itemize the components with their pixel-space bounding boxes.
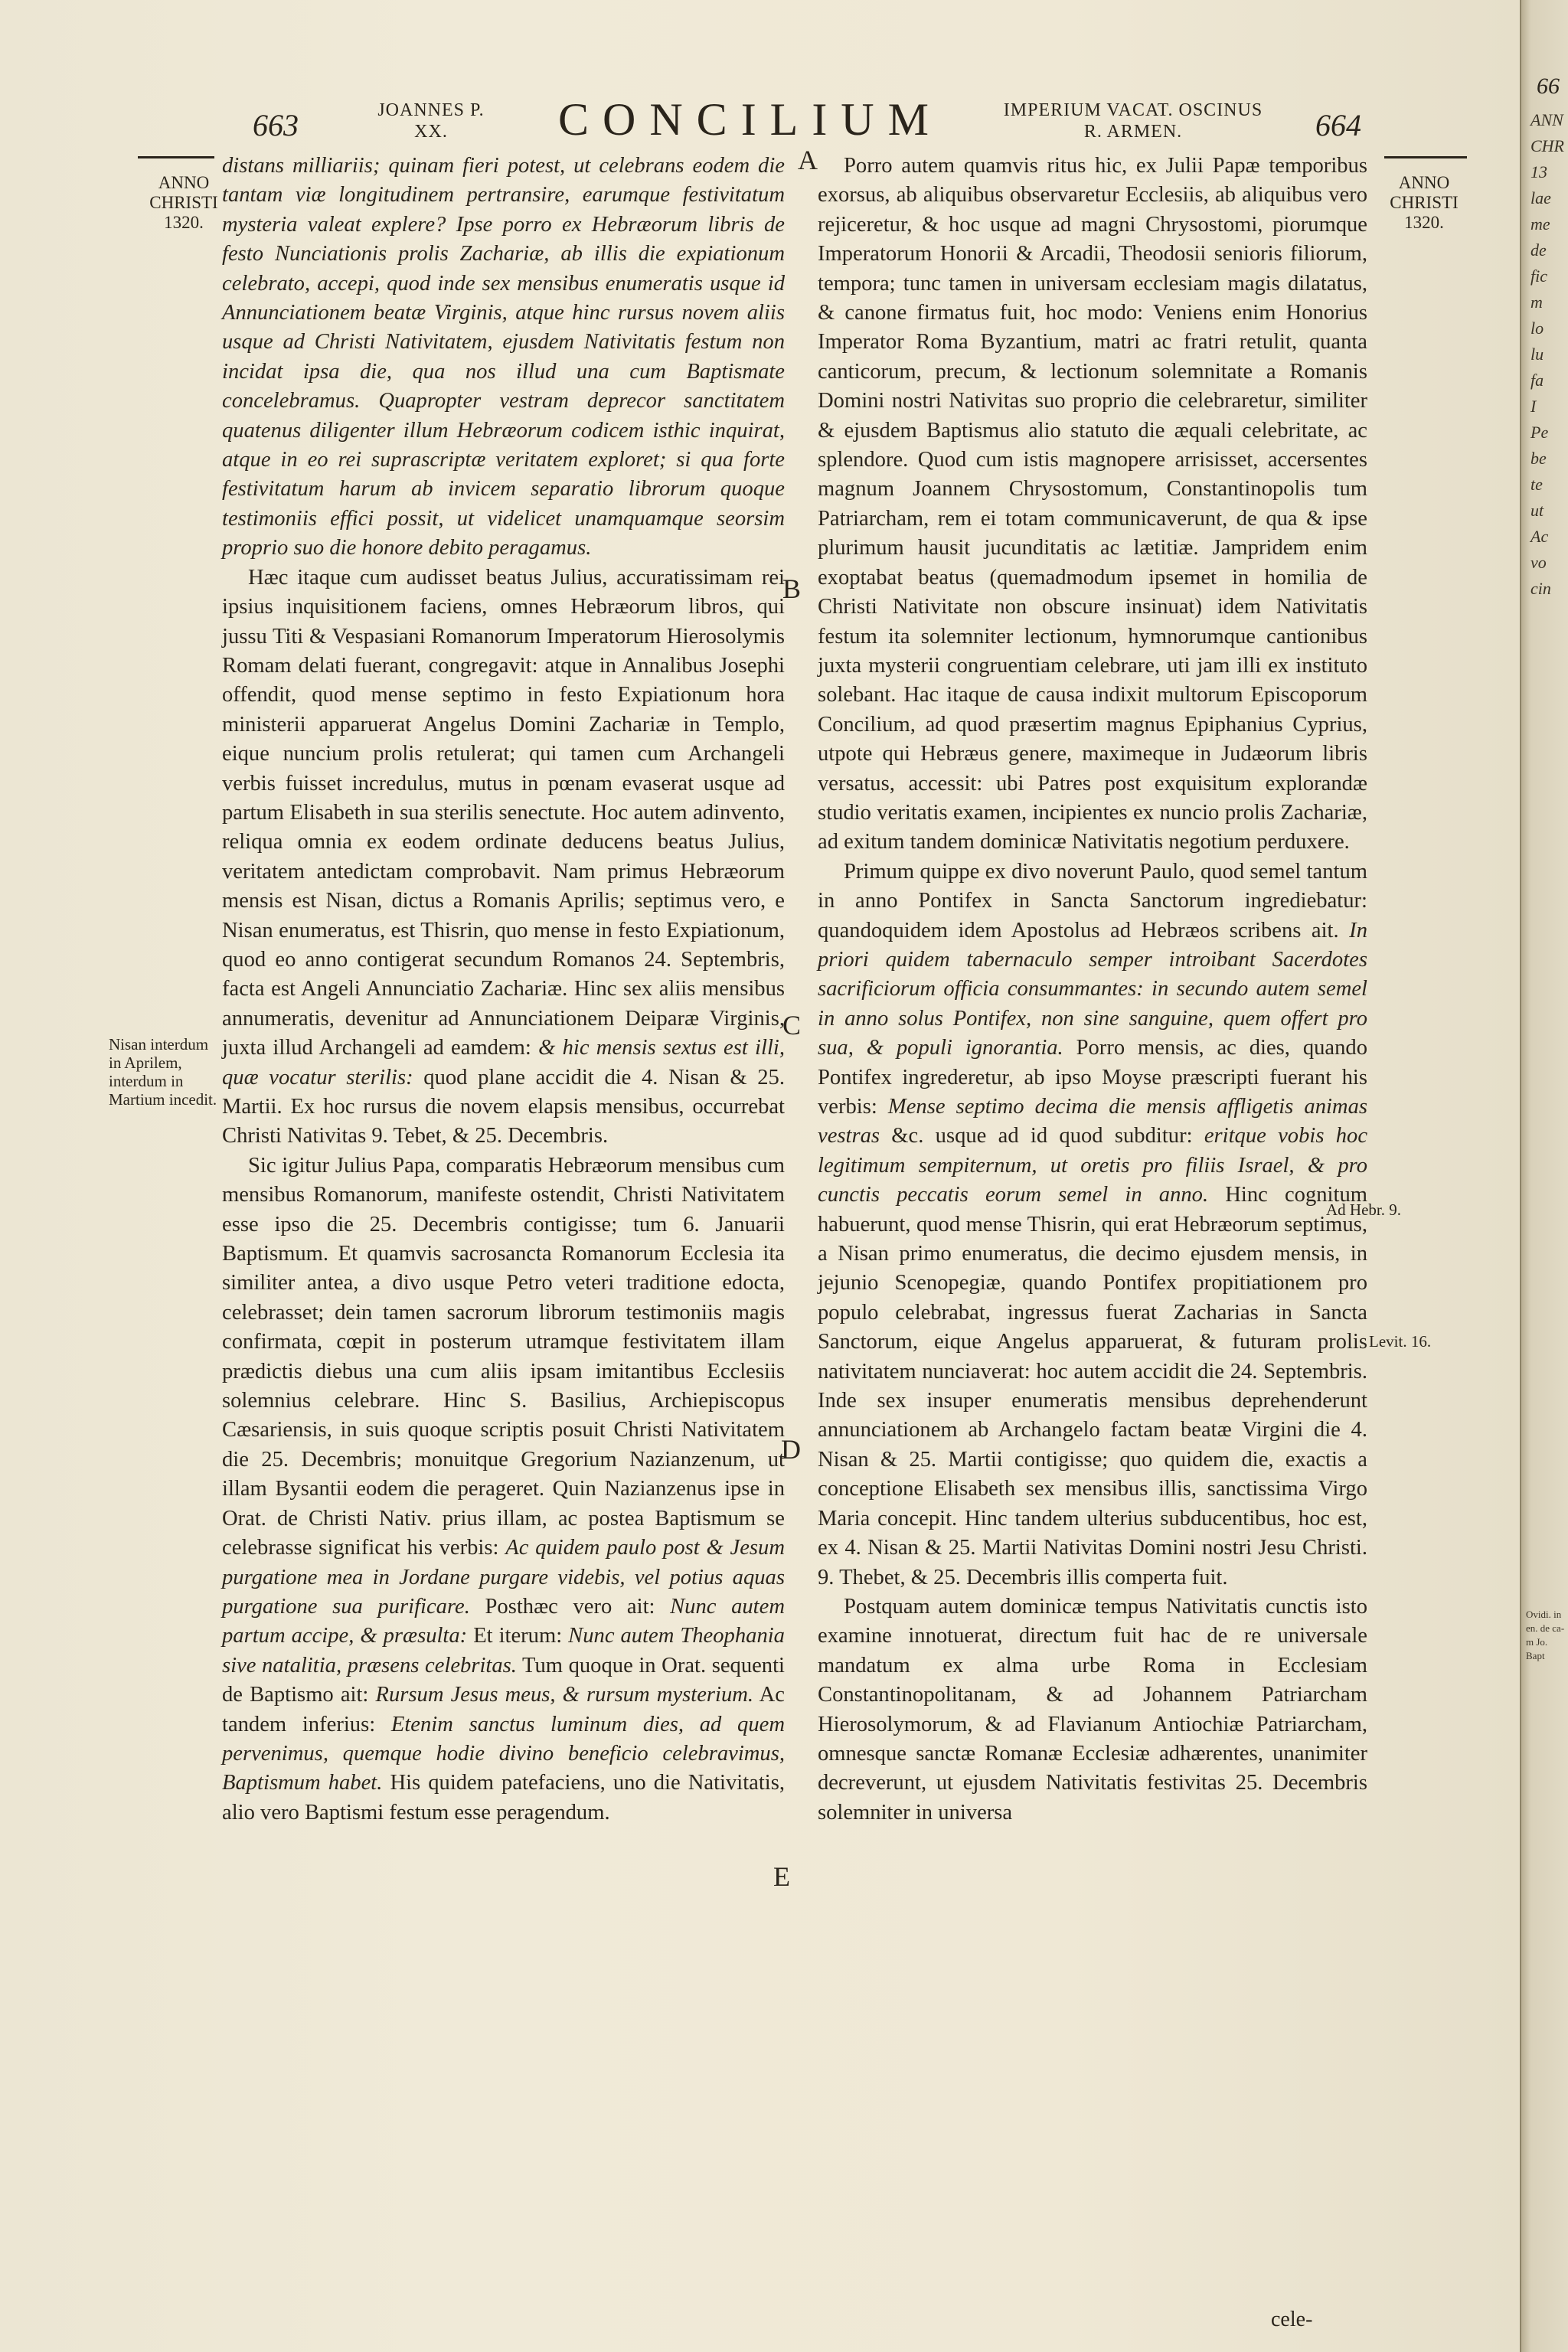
- running-head-left: JOANNES P. XX.: [377, 100, 485, 142]
- left-paragraph-3-quote2: Nunc autem partum accipe, & præsulta:: [222, 1594, 785, 1648]
- margin-rule-right: [1384, 156, 1467, 158]
- left-paragraph-1: distans milliariis; quinam fieri potest, ut celebrans eodem die tantam viæ longitudinem pertransire, earumque festivitatum mysteria valeat explere? Ipse porro ex Hebræorum libris de festo Nunciationis prolis Zachariæ, ab illis die expiationum celebrato, accepi, quod inde sex mensibus enumeratis usque id Annunciationem beatæ Virginis, atque hinc rursus novem aliis usque ad Christi Nativitatem, ejusdem Nativitatis festum non incidat ipsa die, qua nos illud una cum Baptismate concelebramus. Quapropter vestram deprecor sanctitatem quatenus diligenter illum Hebræorum codicem isthic inquirat, atque in eo rei suprascriptæ veritatem exploret; si qua forte festivitatum harum ab invicem separatio librorum quoque testimoniis effici possit, ut videlicet unamquamque seorsim proprio suo die honore debito peragamus.: [222, 154, 785, 560]
- adjacent-page-number: 66: [1537, 74, 1560, 99]
- margin-note-leviticus: Levit. 16.: [1369, 1332, 1432, 1351]
- right-paragraph-2-d: Hinc cognitum habuerunt, quod mense Thisrin, qui erat Hebræorum septimus, a Nisan primo enumeratus, die decimo ejusdem mensis, in jejunio Scenopegiæ, quando Pontifex propitiationem pro populo celebrabat, ingressus fuerat Zacharias in Sancta Sanctorum, eique Angelus apparuerat, & futuram prolis nativitatem nunciaverat: hoc autem accidit die 24. Septembris. Inde sex insuper enumeratis mensibus deprehenderunt annunciationem ab Archangelo factam beatæ Virgini die 4. Nisan & 25. Martii contigisse; quo quidem die, exactis a conceptione Elisabeth sex mensibus illis, sanctissima Virgo Maria concepit. Hinc tandem ulterius subducentibus, hoc est, ex 4. Nisan & 25. Martii Nativitas Domini nostri Jesu Christi. 9. Thebet, & 25. Decembris illis comperta fuit.: [818, 1183, 1367, 1589]
- section-letter-a: A: [798, 145, 818, 175]
- margin-rule-left: [138, 156, 214, 158]
- right-paragraph-1: Porro autem quamvis ritus hic, ex Julii Papæ temporibus exorsus, ab aliquibus observaretur Ecclesiis, ab aliquibus vero rejiceretur, & hoc usque ad magni Chrysostomi, piorumque Imperatorum Honorii & Arcadii, Theodosii senioris filiorum, tempora; tunc tamen in universam ecclesiam magis dilatatus, & canone firmatus fuit, hoc modo: Veniens enim Honorius Imperator Roma Byzantium, matri ac fratri retulit, quanta canticorum, precum, & lectionum solemnitate a Romanis Domini nostri Nativitas suo proprio die celebraretur, similiter & ejusdem Baptismus alio statuto die æquali celebritate, ac splendore. Quod cum istis magnopere arrisisset, accersentes magnum Joannem Chrysostomum, Constantinopolis tum Patriarcham, rem ei totam communicaverunt, de qua & ipse plurimum hausit jucunditatis ac lætitiæ. Jampridem enim exoptabat beatus (quemadmodum ipsemet in homilia de Christi Nativitate non obscure insinuat) idem Nativitatis festum ita solemniter lectionum, hymnorumque cantionibus juxta mysterii congruentiam celebrare, uti jam illi ex instituto solebant. Hac itaque de causa indixit multorum Episcoporum Concilium, ad quod præsertim magnus Epiphanius Cyprius, utpote qui Hebræus genere, maximeque in Judæorum libris versatus, accessit: ubi Patres post exquisitum explorandæ studio veritatis examen, incipientes ex nuncio prolis Zachariæ, ad exitum tandem dominicæ Nativitatis negotium perduxere.: [818, 154, 1367, 854]
- left-paragraph-3-b: Posthæc vero ait:: [485, 1594, 655, 1619]
- adjacent-page-text-fragments: ANN CHR 13 lae me de fic m lo lu fa I Pe be te ut Ac vo cin: [1530, 110, 1564, 598]
- margin-note-nisan: Nisan interdum in Aprilem, interdum in Martium incedit.: [109, 1035, 217, 1109]
- right-paragraph-3: Postquam autem dominicæ tempus Nativitatis cunctis isto examine innotuerat, directum fuit hac de re universale mandatum ex alma urbe Roma in Ecclesiam Constantinopolitanam, & ad Johannem Patriarcham Hierosolymorum, & ad Flavianum Antiochiæ Patriarcham, omnesque sanctæ Romanæ Ecclesiæ adhærentes, unanimiter decreverunt, ut ejusdem Nativitatis festivitas 25. Decembris solemniter in universa: [818, 1594, 1367, 1824]
- right-paragraph-2-quote3: eritque vobis hoc legitimum sempiternum, ut oretis pro filiis Israel, & pro cunctis peccatis eorum semel in anno.: [818, 1124, 1368, 1207]
- left-paragraph-2: [222, 564, 785, 1152]
- left-paragraph-3: [222, 1152, 785, 1828]
- right-paragraph-2: [818, 858, 1367, 1592]
- left-paragraph-3-f: His quidem patefaciens, uno die Nativitatis, alio vero Baptismi festum esse peragendum.: [222, 1771, 786, 1824]
- left-paragraph-2-end: quod plane accidit die 4. Nisan & 25. Martii. Ex hoc rursus die novem elapsis mensibus, occurrebat Christi Nativitas 9. Tebet, & 25. Decembris.: [222, 1065, 786, 1148]
- left-paragraph-2-text: Hæc itaque cum audisset beatus Julius, accuratissimam rei ipsius inquisitionem faciens, omnes Hebræorum libros, qui jussu Titi & Vespasiani Romanorum Imperatorum Hierosolymis Romam delati fuerant, congregavit: atque in Annalibus Josephi offendit, quod mense septimo in festo Expiationum hora ministerii apparuerat Angelus Domini Zachariæ in Templo, eique nuncium prolis retulerat; qui tamen cum Archangeli verbis fuisset incredulus, mutus in pœnam evaserat usque ad partum Elisabeth in sua sterilis senectute. Hoc autem adinvento, reliqua omnia ex eodem ordinate deducens beatus Julius, veritatem antedictam comprobavit. Nam primus Hebræorum mensis est Nisan, dictus a Romanis Aprilis; septimus vero, e Nisan enumeratus, est Thisrin, quo mense in festo Expiationum, quod eo anno contigerat secundum Romanos 24. Septembris, facta est Angeli Annunciatio Zachariæ. Hinc sex aliis mensibus annumeratis, devenitur ad Annunciationem Deiparæ Virginis, juxta illud Archangeli ad eamdem:: [222, 565, 785, 1060]
- margin-year-right: ANNO CHRISTI 1320.: [1390, 173, 1459, 232]
- left-paragraph-3-d: Tum quoque in Orat. sequenti de Baptismo ait:: [222, 1653, 785, 1707]
- left-paragraph-3-e: Ac tandem inferius:: [222, 1683, 785, 1736]
- adjacent-page-margin-note: Ovidi. in en. de ca- m Jo. Bapt: [1526, 1609, 1565, 1661]
- running-head-title: CONCILIUM: [558, 94, 942, 145]
- margin-note-hebrews: Ad Hebr. 9.: [1326, 1200, 1401, 1219]
- left-paragraph-2-quote: & hic mensis sextus est illi, quæ vocatur sterilis:: [222, 1036, 785, 1089]
- right-text-column: [818, 152, 1367, 1828]
- section-letter-b: B: [782, 573, 802, 604]
- adjacent-page-edge: [1520, 0, 1568, 2352]
- catchword: cele-: [1271, 2308, 1313, 2331]
- section-letter-e: E: [773, 1861, 790, 1892]
- page-number-right: 664: [1315, 108, 1361, 142]
- right-paragraph-2-quote2: Mense septimo decima die mensis affligetis animas vestras: [818, 1095, 1368, 1148]
- right-paragraph-2-text: Primum quippe ex divo noverunt Paulo, quod semel tantum in anno Pontifex in Sancta Sanctorum ingrediebatur: quandoquidem idem Apostolus ad Hebræos scribens ait.: [818, 859, 1367, 942]
- left-paragraph-3-quote4: Rursum Jesus meus, & rursum mysterium.: [375, 1683, 754, 1707]
- running-head-right: IMPERIUM VACAT. OSCINUS R. ARMEN.: [1003, 100, 1263, 142]
- left-text-column: [222, 152, 785, 1828]
- section-letter-d: D: [781, 1434, 801, 1465]
- left-paragraph-3-quote3: Nunc autem Theophania sive natalitia, præsens celebritas.: [222, 1624, 785, 1677]
- right-paragraph-2-quote: In priori quidem tabernaculo semper introibant Sacerdotes sacrificiorum officia consummantes: in secundo autem semel in anno solus Pontifex, non sine sanguine, quem offert pro sua, & populi ignorantia.: [818, 918, 1367, 1060]
- right-paragraph-2-c: &c. usque ad id quod subditur:: [891, 1124, 1193, 1148]
- right-paragraph-2-b: Porro mensis, ac dies, quando Pontifex ingrederetur, ab ipso Moyse præscripti fuerant his verbis:: [818, 1036, 1368, 1119]
- left-paragraph-3-c: Et iterum:: [473, 1624, 563, 1648]
- section-letter-c: C: [782, 1010, 802, 1040]
- left-paragraph-3-quote5: Etenim sanctus luminum dies, ad quem pervenimus, quemque hodie divino beneficio celebravimus, Baptismum habet.: [222, 1712, 785, 1795]
- page-number-left: 663: [253, 108, 299, 142]
- left-paragraph-3-text: Sic igitur Julius Papa, comparatis Hebræorum mensibus cum mensibus Romanorum, manifeste ostendit, Christi Nativitatem esse ipso die 25. Decembris contigisse; tum 6. Januarii Baptismum. Et quamvis sacrosancta Romanorum Ecclesia ita similiter antea, a divo usque Petro veteri traditione edocta, celebrasset; dein tamen sacrorum librorum testimoniis magis confirmata, cœpit in posterum utramque festivitatem illam prædictis diebus una cum aliis ipsam imitantibus Ecclesiis solemnius celebrare. Hinc S. Basilius, Archiepiscopus Cæsariensis, in suis quoque scriptis posuit Christi Nativitatem die 25. Decembris; monuitque Gregorium Nazianzenum, ut illam Bysantii eodem die perageret. Quin Nazianzenus ipse in Orat. de Christi Nativ. prius illam, ac postea Baptismum se celebrasse significat his verbis:: [222, 1153, 785, 1560]
- left-paragraph-3-quote: Ac quidem paulo post & Jesum purgatione mea in Jordane purgare videbis, vel potius aquas purgatione sua purificare.: [222, 1536, 785, 1619]
- margin-year-left: ANNO CHRISTI 1320.: [149, 173, 218, 232]
